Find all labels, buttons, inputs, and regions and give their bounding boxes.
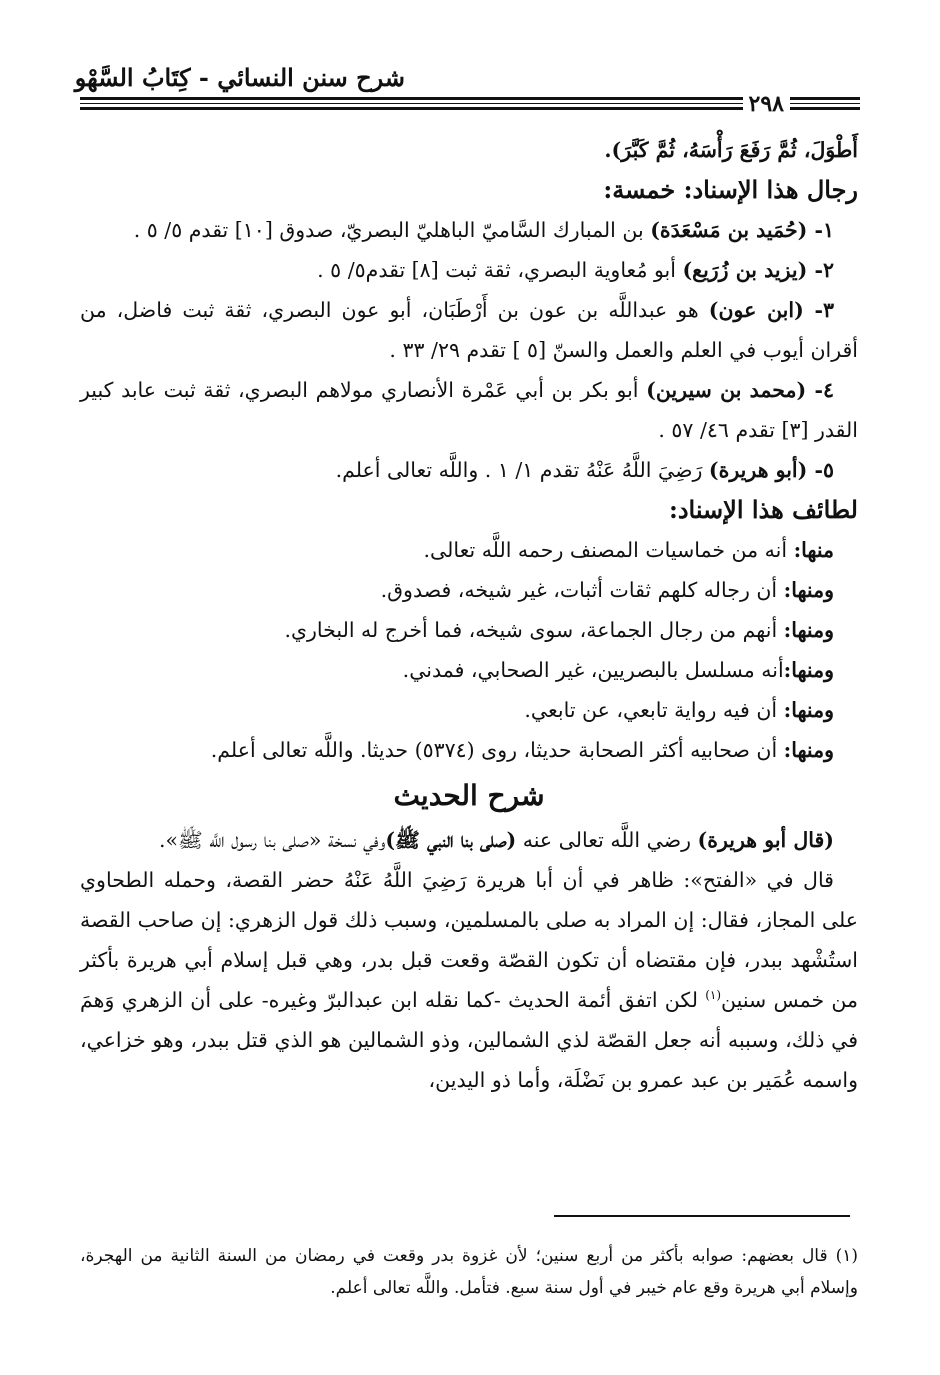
explanation-2-text-b: لكن اتفق أئمة الحديث -كما نقله ابن عبدالبرّ وغيره- على أن الزهري وَهمَ في ذلك، وسببه أنه جعل القصّة لذي الشمالين، وذو الشمالين هو الذي قتل ببدر، وهو خزاعي، واسمه عُمَير بن عبد عمرو بن نَضْلَة، وأما ذو اليدين،	[80, 988, 858, 1092]
running-title: شرح سنن النسائي - كِتَابُ السَّهْو	[74, 63, 405, 92]
subtlety-6-text: أن صحابيه أكثر الصحابة حديثا، روى (٥٣٧٤) حديثا. واللَّه تعالى أعلم.	[210, 738, 784, 762]
narrator-1-text: بن المبارك السَّاميّ الباهليّ البصريّ، صدوق [١٠] تقدم ٥/ ٥ .	[133, 218, 651, 242]
section-heading-narrators: رجال هذا الإسناد: خمسة:	[603, 175, 858, 204]
footnote-1: (١) قال بعضهم: صوابه بأكثر من أربع سنين؛ لأن غزوة بدر وقعت في رمضان من السنة الثانية من الهجرة، وإسلام أبي هريرة وقع عام خيبر في أول سنة سبع. فتأمل. واللَّه تعالى أعلم.	[80, 1246, 858, 1298]
subtlety-5-text: أن فيه رواية تابعي، عن تابعي.	[524, 698, 784, 722]
subtlety-1	[80, 530, 858, 570]
subtlety-5-label: ومنها:	[783, 698, 834, 722]
narrator-3-text: هو عبداللَّه بن عون بن أَرْطَبَان، أبو عون البصري، ثقة ثبت فاضل، من أقران أيوب في العلم والعمل والسنّ [٥ ] تقدم ٢٩/ ٣٣ .	[80, 298, 858, 362]
subtlety-1-text: أنه من خماسيات المصنف رحمه اللَّه تعالى.	[423, 538, 794, 562]
narrator-5-name: ٥- (أبو هريرة)	[708, 458, 834, 482]
hadith-text-end: أَطْوَلَ، ثُمَّ رَفَعَ رَأْسَهُ، ثُمَّ كَبَّرَ).	[604, 138, 858, 162]
narrator-1-name: ١- (حُمَيد بن مَسْعَدَة)	[650, 218, 834, 242]
narrator-4-name: ٤- (محمد بن سيرين)	[646, 378, 834, 402]
explanation-2-text-a: قال في «الفتح»: ظاهر في أن أبا هريرة رَضِيَ اللَّهُ عَنْهُ حضر القصة، وحمله الطحاوي على المجاز، فقال: إن المراد به صلى بالمسلمين، وسبب ذلك قول الزهري: إن صاحب القصة استُشْهد ببدر، فإن مقتضاه أن تكون القصّة وقعت قبل بدر، وهي قبل إسلام أبي هريرة بأكثر من خمس سنين	[80, 868, 858, 1012]
subtlety-3-text: أنهم من رجال الجماعة، سوى شيخه، فما أخرج له البخاري.	[284, 618, 784, 642]
explanation-paragraph-2	[80, 860, 858, 1100]
page-number: ٢٩٨	[743, 91, 790, 117]
narrator-1	[80, 210, 858, 250]
explanation-1-text-a: رضي اللَّه تعالى عنه	[516, 828, 698, 852]
narrator-4-text: أبو بكر بن أبي عَمْرة الأنصاري مولاهم البصري، ثقة ثبت عابد كبير القدر [٣] تقدم ٤٦/ ٥٧ .	[80, 378, 858, 442]
subtlety-4-label: ومنها:	[783, 658, 834, 682]
explanation-paragraph-1	[80, 820, 858, 860]
narrator-5-text: رَضِيَ اللَّهُ عَنْهُ تقدم ١/ ١ . واللَّه تعالى أعلم.	[335, 458, 709, 482]
subtlety-5	[80, 690, 858, 730]
narrator-2-text: أبو مُعاوية البصري، ثقة ثبت [٨] تقدم٥/ ٥ .	[317, 258, 683, 282]
subtlety-4	[80, 650, 858, 690]
main-text	[80, 130, 858, 1100]
narrator-3	[80, 290, 858, 370]
subtlety-2	[80, 570, 858, 610]
subtlety-2-label: ومنها:	[783, 578, 834, 602]
narrator-2-name: ٢- (يزيد بن زُرَيع)	[682, 258, 834, 282]
narrator-4	[80, 370, 858, 450]
explanation-1-text-b: وفي نسخة «صلى بنا رسول اللَّه ﷺ».	[158, 828, 386, 852]
subtlety-6	[80, 730, 858, 770]
footnote-ref-1: (١)	[705, 988, 722, 1003]
subtlety-2-text: أن رجاله كلهم ثقات أثبات، غير شيخه، فصدوق.	[380, 578, 784, 602]
subtlety-3	[80, 610, 858, 650]
narrator-2	[80, 250, 858, 290]
subtlety-1-label: منها:	[793, 538, 834, 562]
narrator-5	[80, 450, 858, 490]
section-heading-explanation: شرح الحديث	[393, 779, 545, 812]
subtlety-6-label: ومنها:	[783, 738, 834, 762]
narrator-3-name: ٣- (ابن عون)	[708, 298, 834, 322]
quote-prophet-prayed: (صلى بنا النبي ﷺ)	[385, 828, 517, 852]
page-header	[74, 55, 860, 117]
section-heading-subtleties: لطائف هذا الإسناد:	[668, 495, 858, 524]
subtlety-4-text: أنه مسلسل بالبصريين، غير الصحابي، فمدني.	[402, 658, 784, 682]
subtlety-3-label: ومنها:	[783, 618, 834, 642]
footnote-separator	[554, 1215, 850, 1217]
footnotes	[80, 1240, 858, 1304]
quote-abu-hurayra: (قال أبو هريرة)	[697, 828, 834, 852]
